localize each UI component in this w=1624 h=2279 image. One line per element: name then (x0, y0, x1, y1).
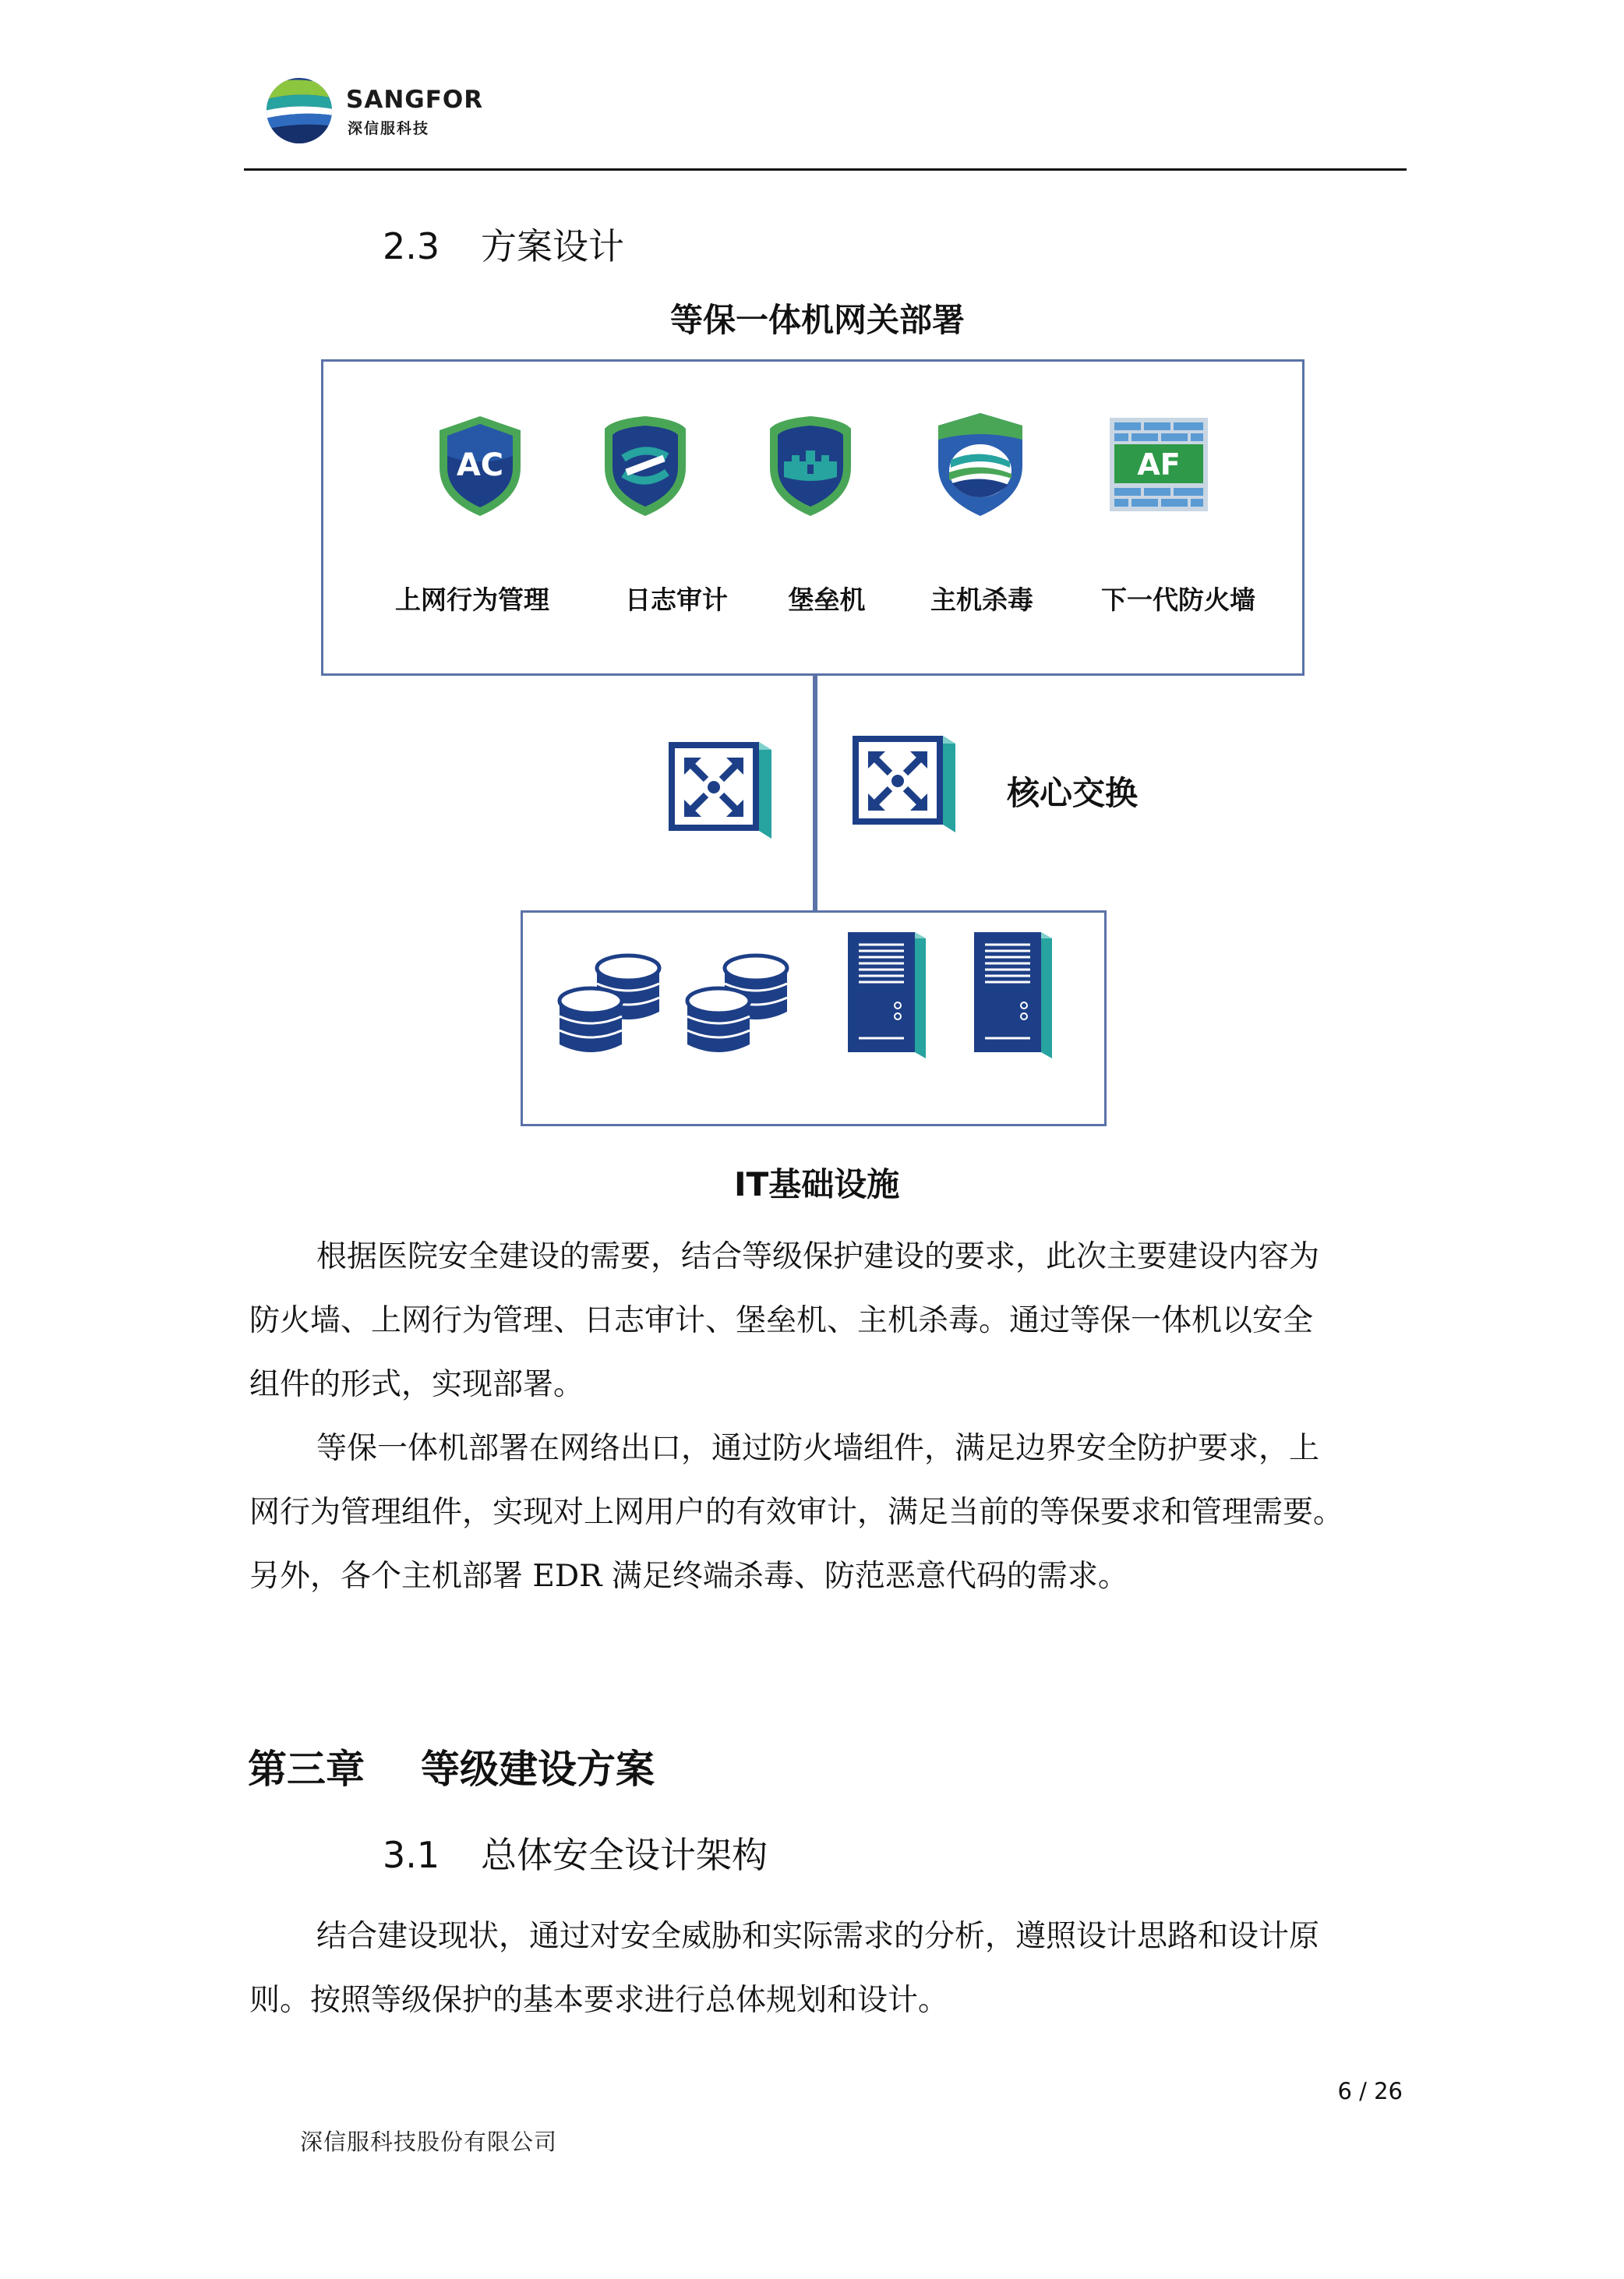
core-switch-icon (851, 733, 959, 836)
logo-name: SANGFOR (346, 86, 484, 114)
paragraph-line: 等保一体机部署在网络出口，通过防火墙组件，满足边界安全防护要求，上 (316, 1431, 1320, 1466)
paragraph-line: 防火墙、上网行为管理、日志审计、堡垒机、主机杀毒。通过等保一体机以安全 (249, 1303, 1314, 1338)
section-number: 2.3 (383, 225, 440, 267)
chapter-heading-3 (248, 1738, 655, 1794)
paragraph-architecture (249, 1905, 1406, 2033)
component-label-antivirus: 主机杀毒 (930, 585, 1033, 615)
firewall-icon (1108, 416, 1209, 513)
paragraph-line: 则。按照等级保护的基本要求进行总体规划和设计。 (249, 1983, 949, 2018)
section-title: 总体安全设计架构 (481, 1834, 768, 1876)
network-link-line (813, 676, 817, 910)
server-icon (969, 928, 1055, 1062)
paragraph-line: 结合建设现状，通过对安全威胁和实际需求的分析，遵照设计思路和设计原 (316, 1919, 1320, 1954)
core-switch-label: 核心交换 (1007, 774, 1139, 812)
chapter-number: 第三章 (248, 1747, 365, 1792)
chapter-title: 等级建设方案 (421, 1747, 655, 1792)
paragraph-deployment (249, 1417, 1406, 1609)
component-label-log-audit: 日志审计 (625, 585, 728, 615)
database-icon (683, 952, 795, 1063)
logo-subtitle: 深信服科技 (348, 120, 430, 137)
sangfor-logo-icon (265, 76, 334, 145)
svg-text:AC: AC (456, 447, 504, 483)
log-audit-shield-icon (600, 413, 690, 519)
section-title: 方案设计 (481, 225, 624, 267)
footer-company: 深信服科技股份有限公司 (300, 2129, 558, 2155)
section-heading-3-1 (383, 1827, 768, 1878)
component-label-firewall: 下一代防火墙 (1101, 585, 1255, 615)
bastion-shield-icon (765, 413, 856, 519)
section-number: 3.1 (383, 1834, 440, 1876)
header-divider (244, 168, 1407, 171)
component-label-ac: 上网行为管理 (395, 585, 549, 615)
ac-shield-icon (433, 413, 527, 519)
section-heading-2-3 (383, 218, 624, 270)
component-label-bastion: 堡垒机 (788, 585, 866, 615)
paragraph-line: 网行为管理组件，实现对上网用户的有效审计，满足当前的等保要求和管理需要。 (249, 1495, 1344, 1530)
paragraph-line: 组件的形式，实现部署。 (249, 1367, 584, 1402)
svg-text:AF: AF (1137, 447, 1181, 482)
paragraph-line: 另外，各个主机部署 EDR 满足终端杀毒、防范恶意代码的需求。 (249, 1559, 1128, 1594)
antivirus-shield-icon (932, 410, 1029, 519)
diagram-title: 等保一体机网关部署 (670, 301, 966, 339)
database-icon (555, 952, 667, 1063)
paragraph-line: 根据医院安全建设的需要，结合等级保护建设的要求，此次主要建设内容为 (316, 1239, 1320, 1274)
infrastructure-label: IT基础设施 (734, 1165, 900, 1203)
page-number: 6 / 26 (1337, 2078, 1403, 2104)
core-switch-icon (667, 739, 775, 842)
server-icon (843, 928, 929, 1062)
paragraph-requirements (249, 1225, 1406, 1417)
